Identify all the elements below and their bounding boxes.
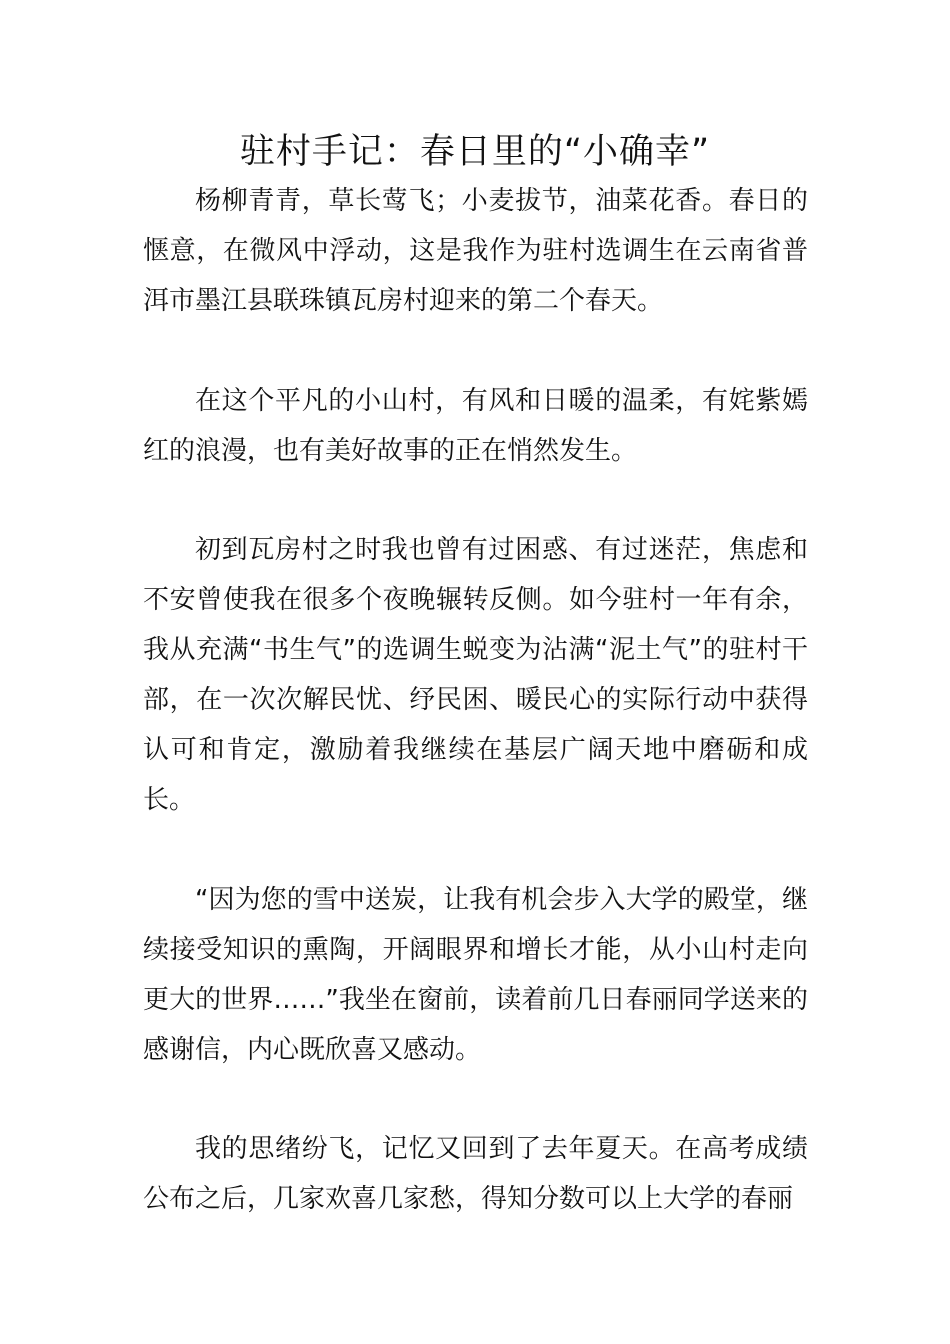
paragraph-3: 初到瓦房村之时我也曾有过困惑、有过迷茫，焦虑和不安曾使我在很多个夜晚辗转反侧。如今驻村一年有余，我从充满“书生气”的选调生蜕变为沾满“泥土气”的驻村干部，在一次次解民忧、纾民困、暖民心的实际行动中获得认可和肯定，激励着我继续在基层广阔天地中磨砺和成长。 [143, 535, 808, 815]
paragraph-1: 杨柳青青，草长莺飞；小麦拔节，油菜花香。春日的惬意，在微风中浮动，这是我作为驻村选调生在云南省普洱市墨江县联珠镇瓦房村迎来的第二个春天。 [143, 186, 808, 316]
paragraph-5: 我的思绪纷飞，记忆又回到了去年夏天。在高考成绩公布之后，几家欢喜几家愁，得知分数可以上大学的春丽 [143, 1134, 808, 1214]
paragraph-4: “因为您的雪中送炭，让我有机会步入大学的殿堂，继续接受知识的熏陶，开阔眼界和增长才能，从小山村走向更大的世界……”我坐在窗前，读着前几日春丽同学送来的感谢信，内心既欣喜又感动。 [143, 885, 808, 1065]
page-title: 驻村手记：春日里的“小确幸” [239, 132, 711, 172]
paragraph-2: 在这个平凡的小山村，有风和日暖的温柔，有姹紫嫣红的浪漫，也有美好故事的正在悄然发生。 [143, 386, 808, 466]
